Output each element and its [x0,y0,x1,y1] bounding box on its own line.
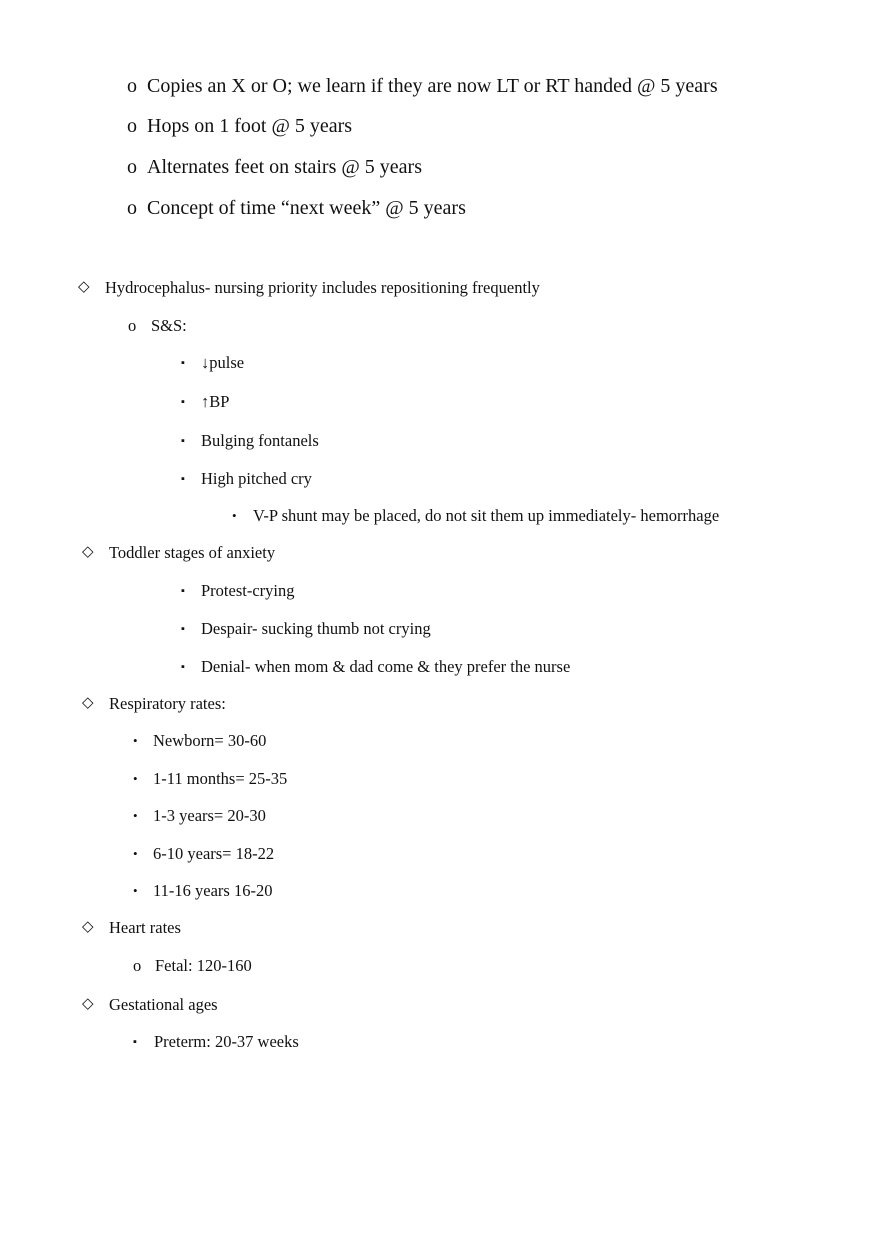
shunt-note: V-P shunt may be placed, do not sit them up immediately- hemorrhage [253,506,720,525]
gestational-text: Preterm: 20-37 weeks [154,1032,299,1051]
rate-text: Newborn= 30-60 [153,731,267,750]
dot-bullet-icon: • [133,808,138,823]
rate-text: 1-11 months= 25-35 [153,769,288,788]
square-bullet-icon: ▪ [181,473,185,485]
diamond-bullet-icon: ◇ [78,279,90,295]
milestone-text: Hops on 1 foot @ 5 years [147,115,353,137]
sign-text: ↑BP [201,392,230,411]
circle-bullet-icon: o [127,197,137,219]
dot-bullet-icon: • [133,883,138,898]
sign-text: ↓pulse [201,353,245,372]
dot-bullet-icon: • [133,771,138,786]
anxiety-stage: Denial- when mom & dad come & they prefer the nurse [201,657,571,676]
sign-text: Bulging fontanels [201,431,319,450]
respiratory-heading: Respiratory rates: [109,694,226,713]
rate-text: 1-3 years= 20-30 [153,806,266,825]
ss-label: S&S: [151,316,187,335]
gestational-heading: Gestational ages [109,995,218,1014]
circle-bullet-icon: o [127,115,137,137]
square-bullet-icon: ▪ [181,585,185,597]
anxiety-stage: Despair- sucking thumb not crying [201,619,431,638]
circle-bullet-icon: o [128,316,137,335]
sign-text: High pitched cry [201,469,312,488]
square-bullet-icon: ▪ [181,661,185,673]
dot-bullet-icon: • [232,508,237,523]
diamond-bullet-icon: ◇ [82,695,94,711]
heart-rates-heading: Heart rates [109,918,181,937]
square-bullet-icon: ▪ [181,396,185,408]
rate-text: 6-10 years= 18-22 [153,844,275,863]
diamond-bullet-icon: ◇ [82,544,94,560]
anxiety-stage: Protest-crying [201,581,295,600]
circle-bullet-icon: o [127,156,137,178]
hydrocephalus-heading: Hydrocephalus- nursing priority includes repositioning frequently [105,278,540,297]
dot-bullet-icon: • [133,846,138,861]
dot-bullet-icon: • [133,733,138,748]
diamond-bullet-icon: ◇ [82,919,94,935]
rate-text: 11-16 years 16-20 [153,881,273,900]
square-bullet-icon: ▪ [181,623,185,635]
circle-bullet-icon: o [127,75,137,97]
square-bullet-icon: ▪ [181,357,185,369]
milestone-text: Concept of time “next week” @ 5 years [147,197,466,219]
heart-rate-text: Fetal: 120-160 [155,956,252,975]
toddler-heading: Toddler stages of anxiety [109,543,276,562]
square-bullet-icon: ▪ [133,1036,137,1048]
milestone-text: Copies an X or O; we learn if they are now LT or RT handed @ 5 years [147,75,718,97]
square-bullet-icon: ▪ [181,435,185,447]
milestone-text: Alternates feet on stairs @ 5 years [147,156,422,178]
diamond-bullet-icon: ◇ [82,996,94,1012]
circle-bullet-icon: o [133,956,142,975]
